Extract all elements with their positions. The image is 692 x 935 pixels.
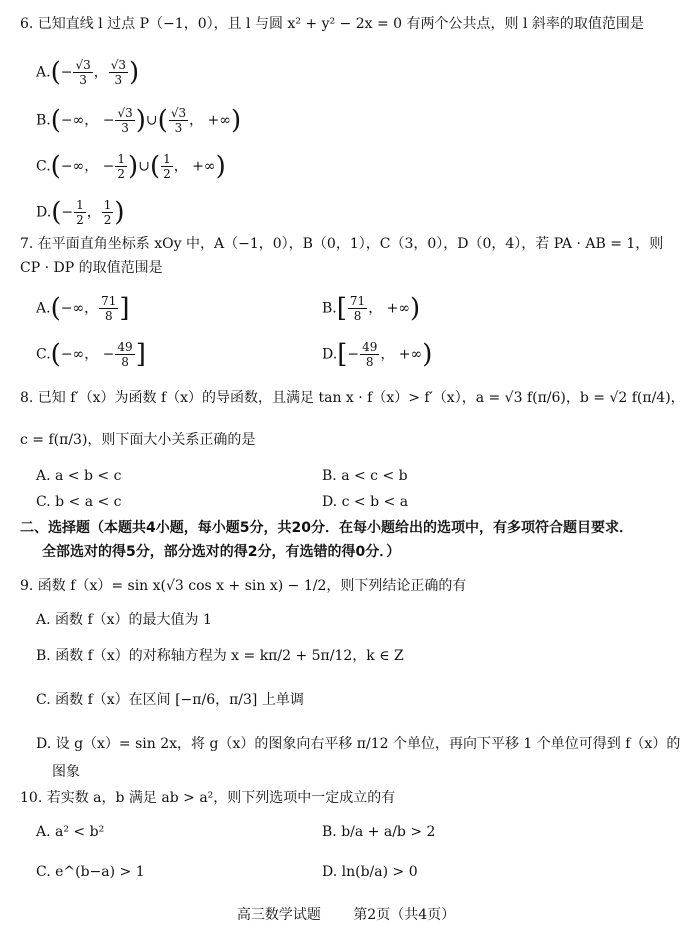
- q6-stem-text: 6. 已知直线 l 过点 P（−1，0），且 l 与圆 x² + y² − 2x = 0 有两个公共点，则 l 斜率的取值范围是: [20, 16, 644, 32]
- section2-heading-2: 全部选对的得5分，部分选对的得2分，有选错的得0分．）: [42, 544, 401, 560]
- q10-option-d: D. ln(b/a) > 0: [322, 864, 418, 880]
- q10-option-a: A. a² < b²: [36, 824, 105, 840]
- q10-option-b: B. b/a + a/b > 2: [322, 824, 436, 840]
- q8-option-d: D. c < b < a: [322, 494, 409, 510]
- q8-stem-2: c = f(π/3)，则下面大小关系正确的是: [20, 432, 256, 448]
- q9-option-d-2: 图象: [52, 764, 80, 780]
- q7-stem-1: 7. 在平面直角坐标系 xOy 中，A（−1，0），B（0，1），C（3，0），D（0，4），若 PA · AB = 1，则: [20, 236, 664, 252]
- q7-option-c: C.(−∞， − $\frac{49}{8}$ ]: [36, 339, 146, 370]
- q7-option-d: D.[− $\frac{49}{8}$ ， +∞): [322, 339, 433, 370]
- footer-page-number: 第2页（共4页）: [353, 907, 456, 923]
- q6-option-c: C.(−∞， − $\frac{1}{2}$ )∪( $\frac{1}{2}$ ， +∞): [36, 151, 226, 182]
- q10-stem: 10. 若实数 a，b 满足 ab > a²，则下列选项中一定成立的有: [20, 790, 396, 806]
- q6-option-a: A.(− $\frac{√3}{3}$ ， $\frac{√3}{3}$ ): [36, 57, 140, 88]
- q9-option-d-1: D. 设 g（x）= sin 2x，将 g（x）的图象向右平移 π/12 个单位，再向下平移 1 个单位可得到 f（x）的: [36, 736, 681, 752]
- footer-title: 高三数学试题: [236, 907, 321, 923]
- q7-option-b: B.[ $\frac{71}{8}$ ， +∞): [322, 293, 421, 324]
- q6-option-d: D.(− $\frac{1}{2}$ ， $\frac{1}{2}$ ): [36, 197, 125, 228]
- q9-stem: 9. 函数 f（x）= sin x(√3 cos x + sin x) − 1/2，则下列结论正确的有: [20, 578, 467, 594]
- q9-option-c: C. 函数 f（x）在区间 [−π/6，π/3] 上单调: [36, 692, 304, 708]
- section2-heading-1: 二、选择题（本题共4小题，每小题5分，共20分．在每小题给出的选项中，有多项符合题目要求．: [20, 520, 633, 536]
- q9-option-b: B. 函数 f（x）的对称轴方程为 x = kπ/2 + 5π/12，k ∈ Z: [36, 648, 404, 664]
- q8-option-b: B. a < c < b: [322, 468, 408, 484]
- q7-option-a: A.(−∞， $\frac{71}{8}$ ]: [36, 293, 130, 324]
- q8-stem-1: 8. 已知 f′（x）为函数 f（x）的导函数，且满足 tan x · f（x）> f′（x），a = √3 f(π/6)，b = √2 f(π/4)，: [20, 390, 685, 406]
- q8-option-a: A. a < b < c: [36, 468, 122, 484]
- q8-option-c: C. b < a < c: [36, 494, 122, 510]
- q7-stem-2: CP · DP 的取值范围是: [20, 260, 163, 276]
- q6-option-b: B.(−∞， − $\frac{√3}{3}$ )∪( $\frac{√3}{3}$ ， +∞): [36, 105, 242, 136]
- q6-stem: [20, 14, 644, 34]
- q9-option-a: A. 函数 f（x）的最大值为 1: [36, 612, 212, 628]
- q10-option-c: C. e^(b−a) > 1: [36, 864, 145, 880]
- page-footer: [0, 904, 692, 924]
